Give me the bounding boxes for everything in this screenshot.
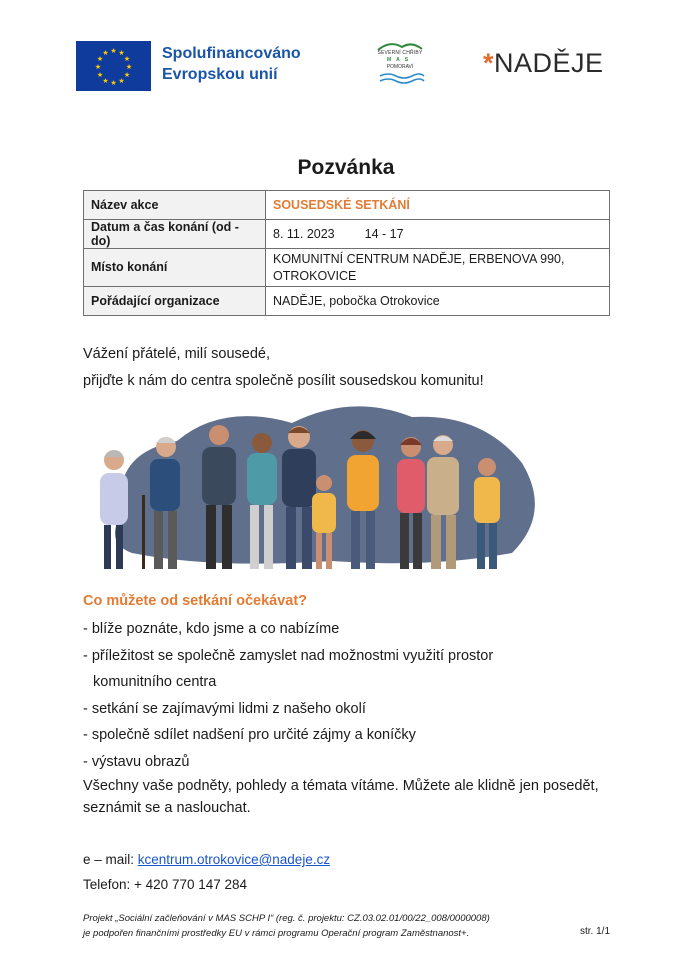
eu-flag-icon xyxy=(76,41,151,91)
event-place-value xyxy=(266,249,610,287)
organizer-value: NADĚJE, pobočka Otrokovice xyxy=(266,287,610,316)
table-row xyxy=(84,220,610,249)
nadeje-asterisk-icon: * xyxy=(483,48,495,78)
list-item: - výstavu obrazů xyxy=(83,753,190,770)
svg-text:★: ★ xyxy=(94,63,102,71)
event-time: 14 - 17 xyxy=(364,227,404,241)
page-title: Pozvánka xyxy=(297,156,395,179)
mas-line-2: MAS xyxy=(386,57,414,63)
svg-text:★: ★ xyxy=(118,77,125,85)
svg-text:★: ★ xyxy=(96,71,104,79)
svg-text:★: ★ xyxy=(123,71,131,79)
email-link[interactable]: kcentrum.otrokovice@nadeje.cz xyxy=(137,852,331,867)
organizer-label: Pořádající organizace xyxy=(84,287,266,316)
contact-block xyxy=(83,847,623,897)
group-of-people-illustration xyxy=(82,393,540,583)
svg-text:★: ★ xyxy=(125,63,133,71)
svg-text:★: ★ xyxy=(118,49,125,57)
email-label: e – mail: xyxy=(83,852,138,867)
svg-text:★: ★ xyxy=(102,49,109,57)
closing-line-1: Všechny vaše podněty, pohledy a témata vítáme. Můžete ale klidně jen posedět, xyxy=(83,778,599,794)
closing-text xyxy=(83,775,623,819)
mas-logo xyxy=(372,38,428,92)
table-row xyxy=(84,191,610,220)
event-name-text: SOUSEDSKÉ SETKÁNÍ xyxy=(273,198,410,212)
event-date-value xyxy=(266,220,610,249)
header-logos xyxy=(0,36,692,96)
list-item: - blíže poznáte, kdo jsme a co nabízíme xyxy=(83,621,340,637)
svg-text:★: ★ xyxy=(102,77,109,85)
expectations-heading: Co můžete od setkání očekávat? xyxy=(83,593,308,609)
nadeje-name: NADĚJE xyxy=(494,48,604,78)
list-item: - příležitost se společně zamyslet nad možnostmi využití prostor xyxy=(83,647,494,664)
email-line xyxy=(83,847,623,872)
svg-text:★: ★ xyxy=(110,47,117,55)
table-row xyxy=(84,287,610,316)
closing-line-2: seznámit se a naslouchat. xyxy=(83,800,251,816)
table-row xyxy=(84,249,610,287)
event-place-label: Místo konání xyxy=(84,249,266,287)
event-place-line-2: OTROKOVICE xyxy=(273,268,357,283)
footer-line-2: je podpořen finančními prostředky EU v rámci programu Operační program Zaměstnanost+. xyxy=(83,928,470,939)
list-item-continuation: komunitního centra xyxy=(93,674,217,690)
eu-line-1: Spolufinancováno xyxy=(162,45,301,62)
eu-cofinancing-text xyxy=(162,43,301,85)
event-info-table xyxy=(83,190,610,316)
greeting xyxy=(83,341,623,395)
event-date-label: Datum a čas konání (od - do) xyxy=(84,220,266,249)
svg-text:★: ★ xyxy=(110,79,117,87)
list-item: - společně sdílet nadšení pro určité zájmy a koníčky xyxy=(83,727,416,743)
event-date: 8. 11. 2023 xyxy=(273,227,335,241)
svg-text:★: ★ xyxy=(123,55,131,63)
event-place-line-1: KOMUNITNÍ CENTRUM NADĚJE, ERBENOVA 990, xyxy=(273,251,565,266)
event-name-label: Název akce xyxy=(84,191,266,220)
greeting-line-2: přijďte k nám do centra společně posílit sousedskou komunitu! xyxy=(83,373,484,389)
footer-line-1: Projekt „Sociální začleňování v MAS SCHP I“ (reg. č. projektu: CZ.03.02.01/00/22_008/0000008) xyxy=(83,913,490,924)
list-item: - setkání se zajímavými lidmi z našeho okolí xyxy=(83,700,366,717)
expectations-section xyxy=(83,587,623,775)
event-name-value xyxy=(266,191,610,220)
greeting-line-1: Vážení přátelé, milí sousedé, xyxy=(83,346,270,362)
eu-line-2: Evropskou unií xyxy=(162,66,278,83)
mas-line-3: POMORAVÍ xyxy=(386,64,414,70)
page-number: str. 1/1 xyxy=(579,926,610,937)
phone-line: Telefon: + 420 770 147 284 xyxy=(83,877,248,892)
nadeje-logo xyxy=(483,48,604,79)
mas-line-1: SEVERNÍ CHŘIBY xyxy=(377,50,423,56)
footer-note xyxy=(83,911,610,941)
svg-text:★: ★ xyxy=(96,55,104,63)
